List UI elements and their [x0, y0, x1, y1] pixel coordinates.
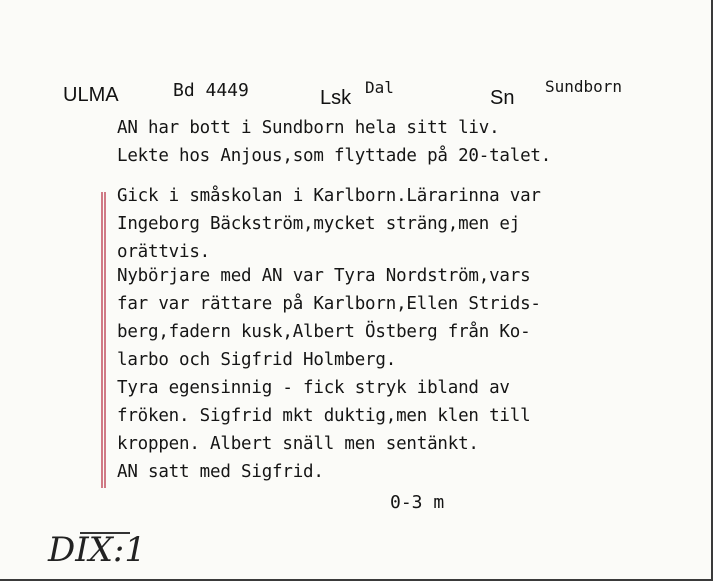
- body-line: orättvis.: [117, 242, 211, 262]
- intro-line: AN har bott i Sundborn hela sitt liv.: [117, 118, 500, 138]
- record-number: Bd 4449: [173, 80, 249, 101]
- body-line: kroppen. Albert snäll men sentänkt.: [117, 434, 479, 454]
- body-line: fröken. Sigfrid mkt duktig,men klen till: [117, 406, 531, 426]
- landskap-label: Lsk: [320, 87, 352, 109]
- body-line: far var rättare på Karlborn,Ellen Strids-: [117, 294, 541, 314]
- socken-label: Sn: [490, 87, 515, 109]
- landskap-value: Dal: [365, 78, 394, 97]
- body-line: larbo och Sigfrid Holmberg.: [117, 350, 397, 370]
- body-line: Ingeborg Bäckström,mycket sträng,men ej: [117, 214, 521, 234]
- body-line: Gick i småskolan i Karlborn.Lärarinna var: [117, 186, 541, 206]
- socken-value: Sundborn: [545, 77, 623, 96]
- handwritten-mark: DIX:1: [48, 530, 146, 570]
- body-line: Tyra egensinnig - fick stryk ibland av: [117, 378, 510, 398]
- body-line: AN satt med Sigfrid.: [117, 462, 324, 482]
- body-line: berg,fadern kusk,Albert Östberg från Ko-: [117, 322, 531, 342]
- intro-line: Lekte hos Anjous,som flyttade på 20-talet.: [117, 146, 552, 166]
- body-line: Nybörjare med AN var Tyra Nordström,vars: [117, 266, 531, 286]
- page-reference: 0-3 m: [390, 492, 445, 513]
- archive-label: ULMA: [63, 84, 119, 106]
- margin-marker: [101, 192, 106, 488]
